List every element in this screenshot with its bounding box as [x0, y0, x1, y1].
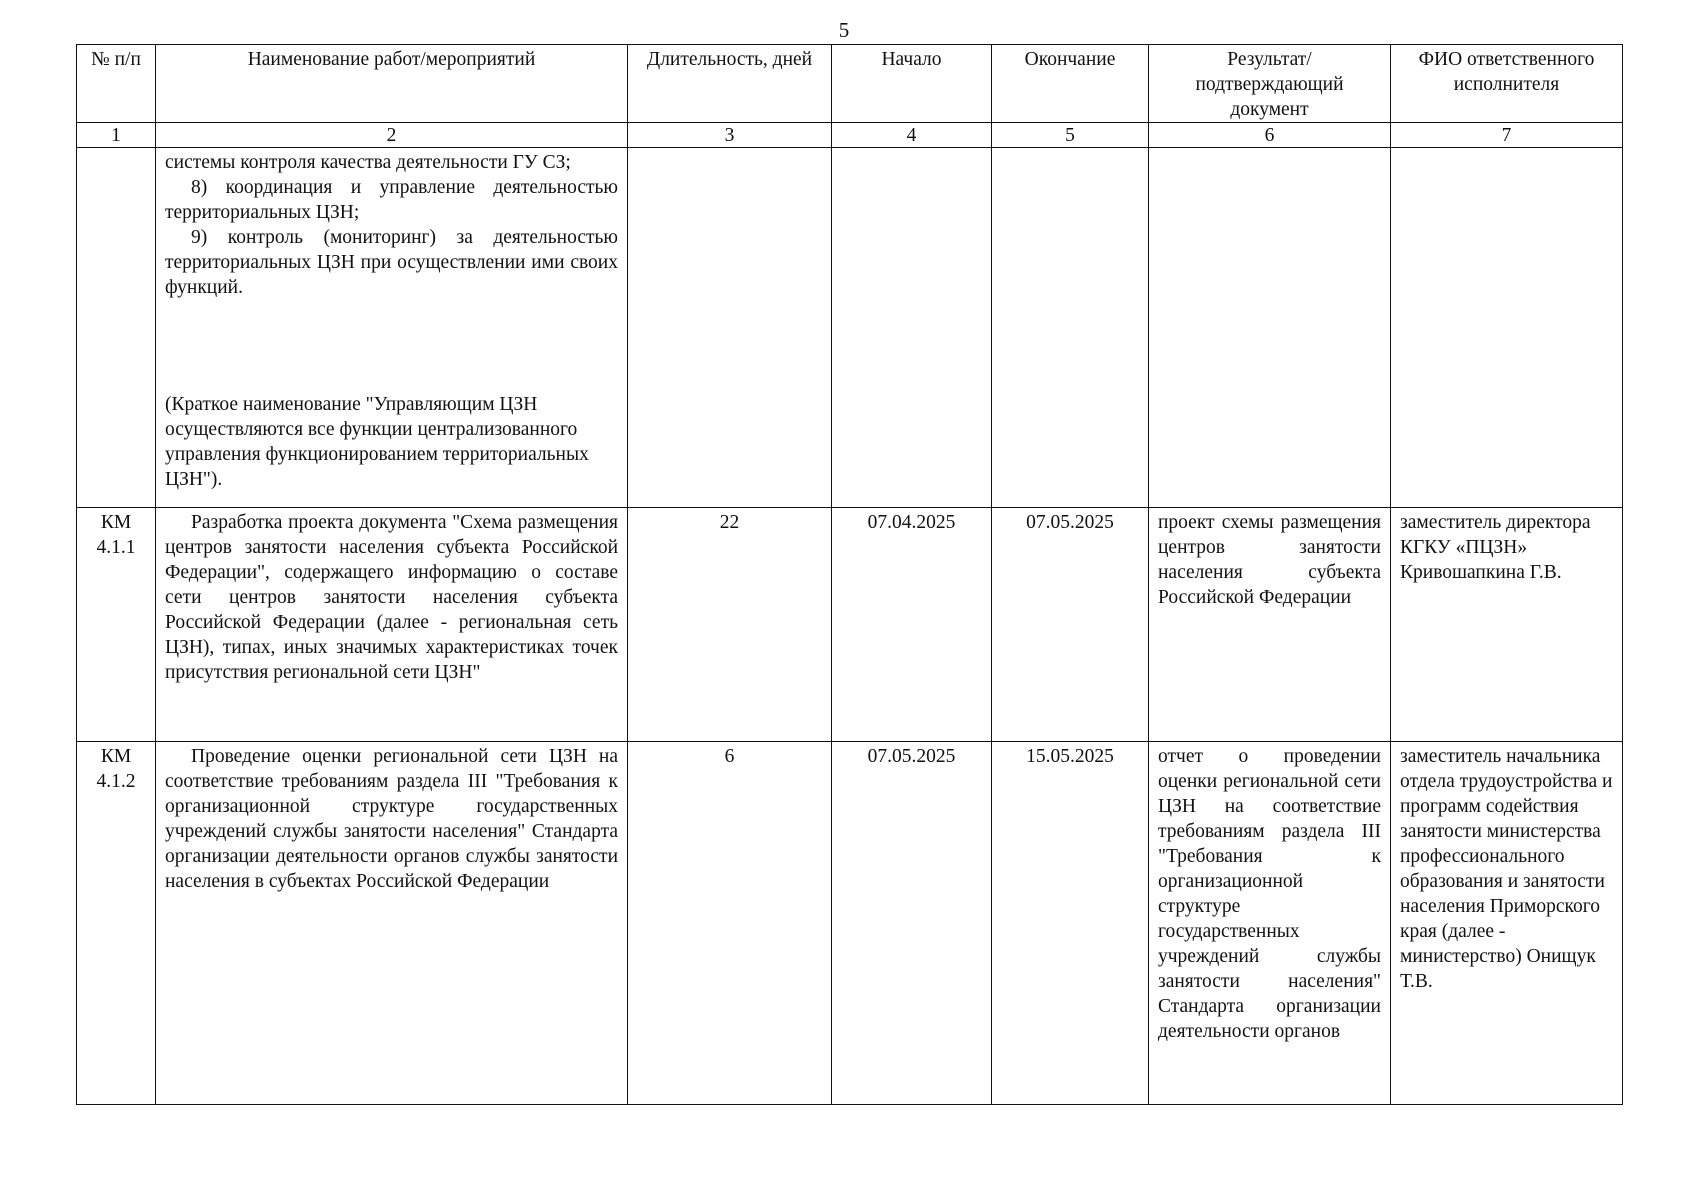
column-number: 6: [1149, 123, 1391, 148]
column-number: 7: [1391, 123, 1623, 148]
header-responsible: ФИО ответственного исполнителя: [1391, 45, 1623, 123]
row-result: [1149, 148, 1391, 508]
row-name-line: 8) координация и управление деятельностью территориальных ЦЗН;: [165, 177, 618, 223]
row-end: 07.05.2025: [992, 508, 1149, 742]
column-number: 4: [832, 123, 992, 148]
row-duration: 22: [628, 508, 832, 742]
row-name-line: системы контроля качества деятельности ГУ СЗ;: [165, 152, 571, 173]
column-number: 1: [77, 123, 156, 148]
header-start: Начало: [832, 45, 992, 123]
row-name: Разработка проекта документа "Схема размещения центров занятости населения субъекта Российской Федерации", содержащего информацию о составе сети центров занятости населения субъекта Российской Федерации (далее - региональная сеть ЦЗН), типах, иных значимых характеристиках точек присутствия региональной сети ЦЗН": [156, 508, 628, 742]
row-duration: [628, 148, 832, 508]
table-row: [77, 148, 1623, 508]
row-number: [77, 148, 156, 508]
row-number: КМ 4.1.2: [77, 742, 156, 1105]
column-number: 5: [992, 123, 1149, 148]
row-result: проект схемы размещения центров занятости населения субъекта Российской Федерации: [1149, 508, 1391, 742]
row-responsible: заместитель начальника отдела трудоустройства и программ содействия занятости министерства профессионального образования и занятости населения Приморского края (далее - министерство) Онищук Т.В.: [1391, 742, 1623, 1105]
table-row: [77, 508, 1623, 742]
row-duration: 6: [628, 742, 832, 1105]
row-name: Проведение оценки региональной сети ЦЗН на соответствие требованиям раздела III "Требования к организационной структуре государственных учреждений службы занятости населения" Стандарта организации деятельности органов службы занятости населения в субъектах Российской Федерации: [156, 742, 628, 1105]
row-name-note: (Краткое наименование "Управляющим ЦЗН осуществляются все функции централизованного управления функционированием территориальных ЦЗН").: [165, 394, 589, 490]
row-number: КМ 4.1.1: [77, 508, 156, 742]
row-start: 07.05.2025: [832, 742, 992, 1105]
table-row: [77, 742, 1623, 1105]
header-result: Результат/ подтверждающий документ: [1149, 45, 1391, 123]
header-number: № п/п: [77, 45, 156, 123]
header-row: [77, 45, 1623, 123]
row-responsible: заместитель директора КГКУ «ПЦЗН» Кривошапкина Г.В.: [1391, 508, 1623, 742]
column-number: 2: [156, 123, 628, 148]
row-end: [992, 148, 1149, 508]
row-responsible: [1391, 148, 1623, 508]
header-end: Окончание: [992, 45, 1149, 123]
row-start: [832, 148, 992, 508]
work-plan-table: [76, 44, 1623, 1105]
row-name-line: 9) контроль (мониторинг) за деятельностью территориальных ЦЗН при осуществлении ими своих функций.: [165, 227, 618, 298]
column-numbers-row: [77, 123, 1623, 148]
row-name: [156, 148, 628, 508]
column-number: 3: [628, 123, 832, 148]
row-end: 15.05.2025: [992, 742, 1149, 1105]
row-start: 07.04.2025: [832, 508, 992, 742]
header-duration: Длительность, дней: [628, 45, 832, 123]
row-result: отчет о проведении оценки региональной сети ЦЗН на соответствие требованиям раздела III "Требования к организационной структуре государственных учреждений службы занятости населения" Стандарта организации деятельности органов: [1149, 742, 1391, 1105]
header-name: Наименование работ/мероприятий: [156, 45, 628, 123]
page-number: 5: [838, 18, 850, 42]
